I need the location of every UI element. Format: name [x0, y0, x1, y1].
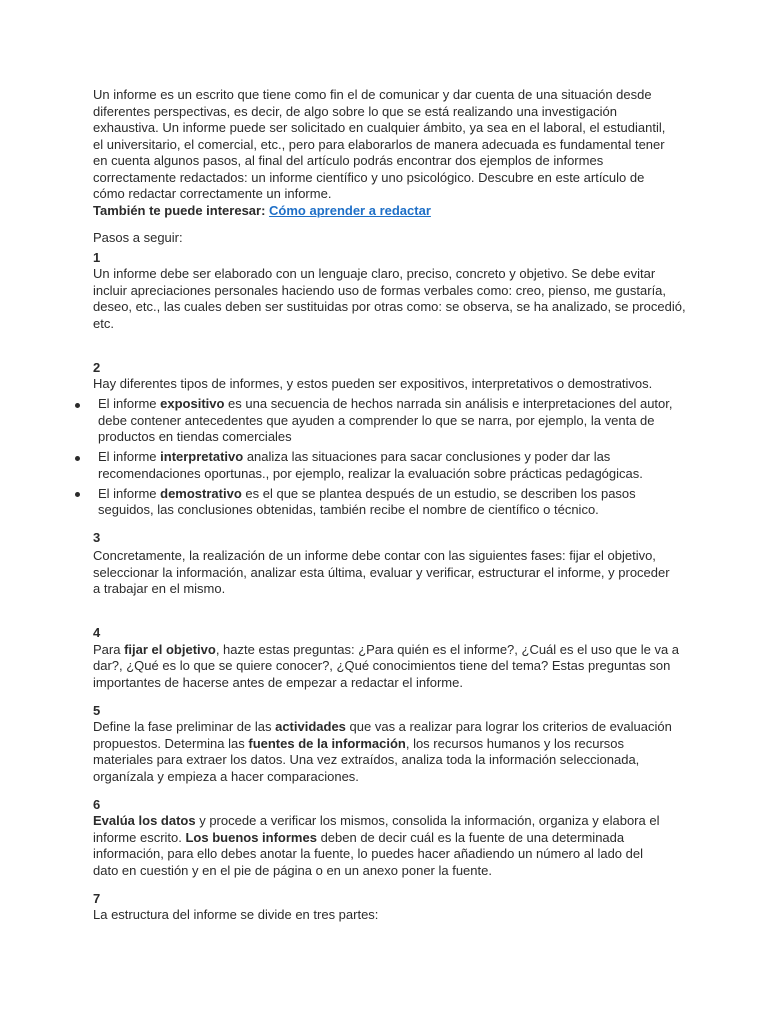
step-line-text: , hazte estas preguntas: ¿Para quién es el informe?, ¿Cuál es el uso que le va a — [215, 641, 680, 657]
step-line: materiales para extraer los datos. Una vez extraídos, analiza toda la información seleccionada, — [93, 752, 640, 767]
related-label: También te puede interesar: — [93, 202, 266, 218]
step-line: etc. — [93, 315, 114, 331]
step-line: Hay diferentes tipos de informes, y estos pueden ser expositivos, interpretativos o demostrativos. — [93, 376, 653, 391]
step-line: dar?, ¿Qué es lo que se quiere conocer?, ¿Qué conocimientos tiene del tema? Estas preguntas son — [93, 658, 671, 673]
list-item — [93, 449, 733, 482]
step-line-text: deben de decir cuál es la fuente de una determinada — [316, 829, 625, 845]
intro-line: en cuenta algunos pasos, al final del artículo podrás encontrar dos ejemplos de informes — [93, 153, 604, 168]
step-2 — [93, 360, 733, 519]
step-line: seleccionar la información, analizar esta última, evaluar y verificar, estructurar el informe, y proceder — [93, 564, 670, 580]
document-body — [93, 87, 733, 924]
list-item-rest: analiza las situaciones para sacar conclusiones y poder dar las — [243, 449, 611, 464]
list-item-line — [98, 449, 733, 466]
intro-paragraph — [93, 87, 733, 219]
step-line — [93, 642, 733, 659]
step-number: 2 — [93, 359, 101, 375]
step-line-text: propuestos. Determina las — [93, 735, 249, 751]
emphasis-text: fuentes de la información — [248, 735, 406, 751]
list-item-line — [98, 486, 733, 503]
step-line — [93, 719, 733, 736]
emphasis-text: demostrativo — [160, 485, 242, 501]
step-number: 6 — [93, 796, 101, 812]
step-5 — [93, 703, 733, 786]
step-line: información, para ello debes anotar la fuente, lo puedes hacer añadiendo un número al lado del — [93, 846, 643, 861]
step-number: 5 — [93, 702, 101, 718]
step-number: 4 — [93, 625, 101, 640]
intro-line: exhaustiva. Un informe puede ser solicitado en cualquier ámbito, ya sea en el laboral, el estudiantil, — [93, 120, 666, 135]
step-1 — [93, 250, 733, 333]
step-line — [93, 736, 733, 753]
list-item-line: seguidos, las conclusiones obtenidas, también recibe el nombre de científico o técnico. — [98, 502, 599, 517]
step-line-text: informe escrito. — [93, 829, 186, 845]
bullet-icon — [75, 403, 80, 408]
step-line: importantes de hacerse antes de empezar a redactar el informe. — [93, 674, 463, 690]
step-4 — [93, 625, 733, 691]
step-line: a trabajar en el mismo. — [93, 581, 226, 596]
step-line-text: , los recursos humanos y los recursos — [405, 735, 625, 751]
emphasis-text: expositivo — [160, 396, 225, 411]
steps-heading: Pasos a seguir: — [93, 229, 183, 245]
step-number: 7 — [93, 890, 101, 906]
intro-line: Un informe es un escrito que tiene como fin el de comunicar y dar cuenta de una situación desde — [93, 87, 652, 102]
step-7 — [93, 891, 733, 924]
list-item-lead: El informe — [98, 449, 161, 464]
step-line — [93, 813, 733, 830]
step-line: incluir apreciaciones personales haciendo uso de formas verbales como: creo, pienso, me gustaría, — [93, 282, 667, 298]
related-article-link[interactable]: Cómo aprender a redactar — [269, 202, 431, 218]
step-line-text: que vas a realizar para lograr los criterios de evaluación — [345, 719, 672, 734]
emphasis-text: fijar el objetivo — [124, 641, 216, 657]
step-line: dato en cuestión y en el pie de página o en un anexo poner la fuente. — [93, 862, 492, 878]
step-3 — [93, 530, 733, 598]
emphasis-text: Evalúa los datos — [93, 813, 196, 828]
list-item-rest: es el que se plantea después de un estudio, se describen los pasos — [241, 485, 636, 501]
intro-line: cómo redactar correctamente un informe. — [93, 186, 332, 201]
step-line-text: y procede a verificar los mismos, consolida la información, organiza y elabora el — [195, 813, 660, 828]
list-item-lead: El informe — [98, 485, 161, 501]
list-item — [93, 486, 733, 519]
step-line: deseo, etc., las cuales deben ser sustituidas por otras como: se observa, se ha analizado, se procedió, — [93, 299, 686, 314]
related-article-line — [93, 203, 733, 220]
emphasis-text: actividades — [275, 719, 346, 734]
bullet-icon — [75, 492, 80, 497]
list-item-rest: es una secuencia de hechos narrada sin análisis e interpretaciones del autor, — [224, 396, 673, 411]
step-6 — [93, 797, 733, 880]
list-item-line: recomendaciones oportunas., por ejemplo, realizar la evaluación sobre prácticas pedagógicas. — [98, 465, 643, 481]
emphasis-text: Los buenos informes — [185, 829, 317, 845]
emphasis-text: interpretativo — [160, 449, 244, 464]
step-number: 3 — [93, 530, 101, 545]
intro-line: correctamente redactados: un informe científico y uno psicológico. Descubre en este artículo de — [93, 169, 645, 185]
list-item — [93, 396, 733, 446]
bullet-icon — [75, 456, 80, 461]
step-line: organízala y empieza a hacer comparaciones. — [93, 768, 359, 784]
intro-line: el universitario, el comercial, etc., pero para elaborarlos de manera adecuada es fundamental tener — [93, 136, 665, 152]
list-item-line: productos en tiendas comerciales — [98, 429, 292, 444]
step-line: La estructura del informe se divide en tres partes: — [93, 907, 379, 922]
list-item-line — [98, 396, 733, 413]
list-item-line: debe contener antecedentes que ayuden a comprender lo que se narra, por ejemplo, la venta de — [98, 412, 655, 428]
step-number: 1 — [93, 249, 101, 265]
intro-line: diferentes perspectivas, es decir, de algo sobre lo que se está realizando una investigación — [93, 103, 617, 119]
step-line-text: Define la fase preliminar de las — [93, 719, 276, 734]
bullet-list — [93, 396, 733, 519]
step-line-text: Para — [93, 641, 125, 657]
step-line — [93, 830, 733, 847]
list-item-lead: El informe — [98, 396, 161, 411]
step-line: Concretamente, la realización de un informe debe contar con las siguientes fases: fijar el objetivo, — [93, 548, 656, 563]
step-line: Un informe debe ser elaborado con un lenguaje claro, preciso, concreto y objetivo. Se debe evitar — [93, 266, 656, 281]
